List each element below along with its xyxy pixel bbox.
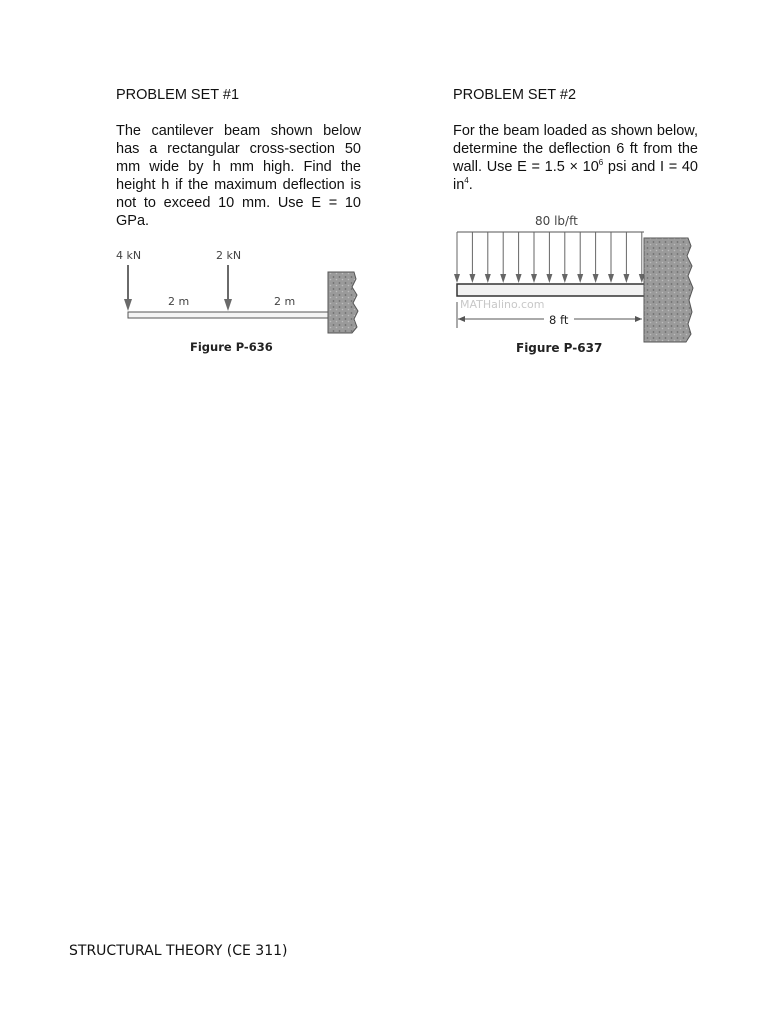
load-arrow <box>516 232 522 283</box>
fixed-wall-support <box>644 238 693 342</box>
cantilever-beam <box>128 312 346 318</box>
point-load-arrow-left <box>124 265 132 311</box>
load-arrow <box>531 232 537 283</box>
distributed-load-label: 80 lb/ft <box>535 214 578 228</box>
problem-2-text: For the beam loaded as shown below, determine the deflection 6 ft from the wall. Use $E = 1.5 \times 10^6$ psi and I = 40 $in^4$. <box>453 123 698 193</box>
span-left-label: 2 m <box>168 295 190 308</box>
exponent-6: 6 <box>598 158 604 168</box>
load-4kn-label: 4 kN <box>116 249 142 262</box>
span-label: 8 ft <box>549 313 569 327</box>
problem-1-text: The cantilever beam shown below has a rectangular cross-section 50 mm wide by h mm high. Find the height h if the maximum deflection is not to exceed 10 mm. Use E = 10 GPa. <box>116 123 361 229</box>
load-2kn-label: 2 kN <box>216 249 242 262</box>
watermark: MATHalino.com <box>460 298 545 311</box>
load-arrow <box>577 232 583 283</box>
figure-p-636 <box>110 245 368 363</box>
point-load-arrow-right <box>224 265 232 311</box>
footer-course-title: STRUCTURAL THEORY (CE 311) <box>69 943 288 959</box>
load-arrow <box>623 232 629 283</box>
span-right-label: 2 m <box>274 295 296 308</box>
load-arrow <box>500 232 506 283</box>
load-arrow <box>485 232 491 283</box>
load-arrow <box>454 232 460 283</box>
figure-p-637 <box>448 210 698 360</box>
exponent-4: 4 <box>464 176 469 186</box>
figure-caption: Figure P-636 <box>190 340 273 354</box>
distributed-load-arrows <box>454 232 645 283</box>
load-arrow <box>562 232 568 283</box>
problem-set-1 <box>116 86 361 230</box>
beam <box>457 284 673 296</box>
figure-caption: Figure P-637 <box>516 341 603 355</box>
load-arrow <box>593 232 599 283</box>
problem-2-heading: PROBLEM SET #2 <box>453 87 577 103</box>
problem-1-heading: PROBLEM SET #1 <box>116 87 240 103</box>
load-arrow <box>546 232 552 283</box>
load-arrow <box>608 232 614 283</box>
problem-set-2 <box>453 86 698 194</box>
fixed-wall-support <box>328 272 358 333</box>
load-arrow <box>469 232 475 283</box>
